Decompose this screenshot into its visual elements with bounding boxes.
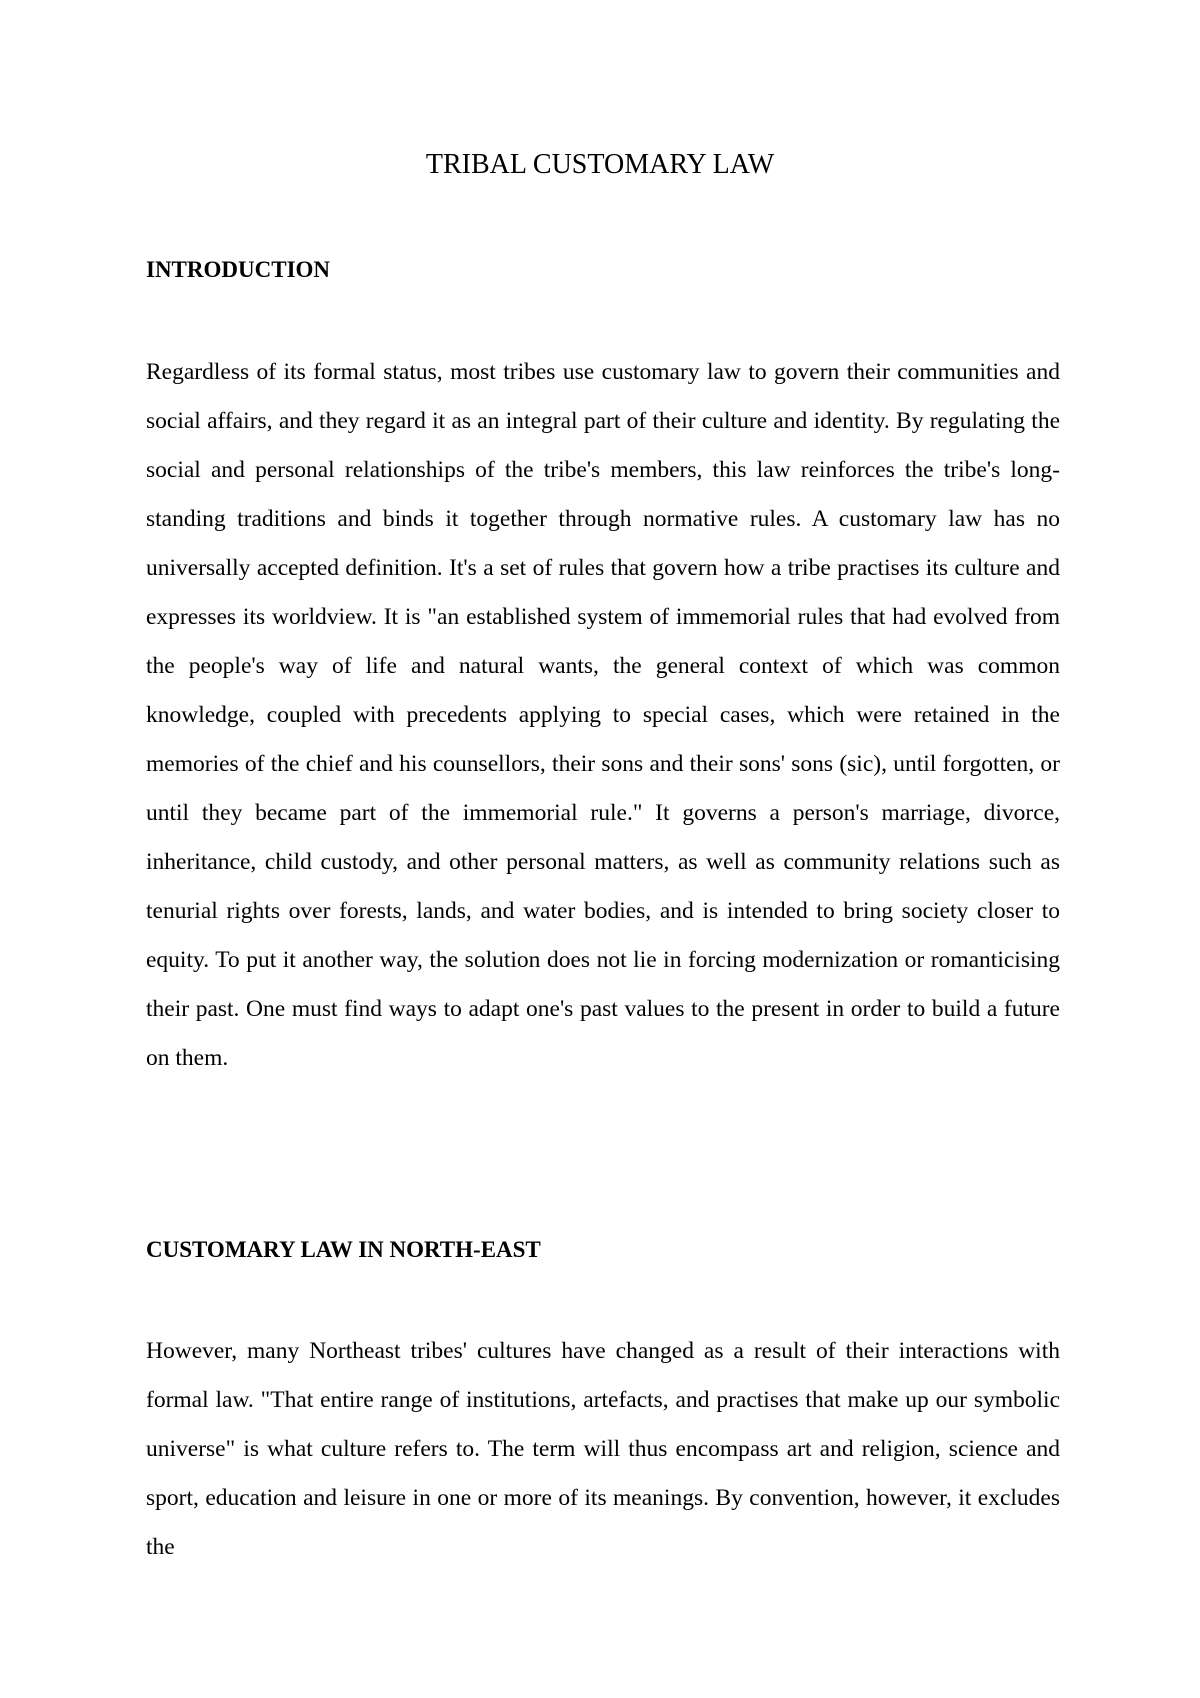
section-heading-introduction: INTRODUCTION [146,257,331,282]
paragraph-introduction: Regardless of its formal status, most tribes use customary law to govern their communities and social affairs, and they regard it as an integral part of their culture and identity. By regulating the social and personal relationships of the tribe's members, this law reinforces the tribe's long-standing traditions and binds it together through normative rules. A customary law has no universally accepted definition. It's a set of rules that govern how a tribe practises its culture and expresses its worldview. It is "an established system of immemorial rules that had evolved from the people's way of life and natural wants, the general context of which was common knowledge, coupled with precedents applying to special cases, which were retained in the memories of the chief and his counsellors, their sons and their sons' sons (sic), until forgotten, or until they became part of the immemorial rule." It governs a person's marriage, divorce, inheritance, child custody, and other personal matters, as well as community relations such as tenurial rights over forests, lands, and water bodies, and is intended to bring society closer to equity. To put it another way, the solution does not lie in forcing modernization or romanticising their past. One must find ways to adapt one's past values to the present in order to build a future on them. [146,359,1060,1071]
section-heading-north-east: CUSTOMARY LAW IN NORTH-EAST [146,1237,541,1262]
document-title: TRIBAL CUSTOMARY LAW [425,149,775,180]
paragraph-north-east: However, many Northeast tribes' cultures have changed as a result of their interactions with formal law. "That entire range of institutions, artefacts, and practises that make up our symbolic universe" is what culture refers to. The term will thus encompass art and religion, science and sport, education and leisure in one or more of its meanings. By convention, however, it excludes the [146,1338,1060,1560]
